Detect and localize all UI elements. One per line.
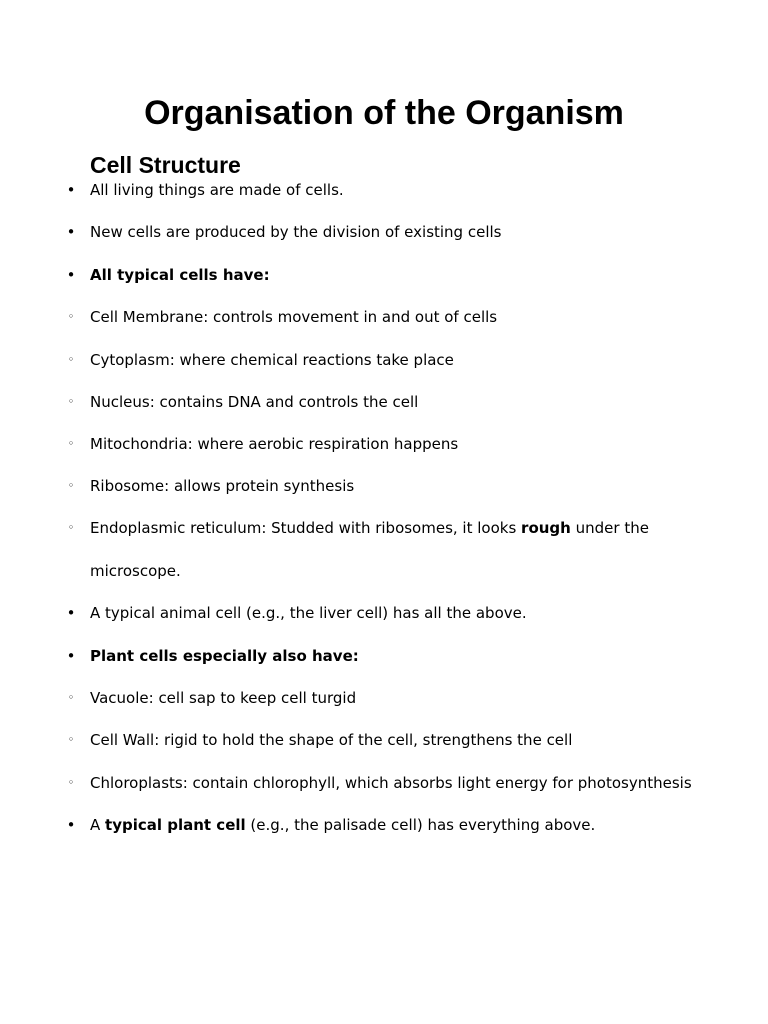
list-item-text-part: A [90,816,106,834]
bullet-disc-icon: • [66,647,76,665]
list-item [0,771,700,795]
list-item-text: Vacuole: cell sap to keep cell turgid [90,689,357,707]
bullet-circle-icon: ◦ [67,521,75,534]
emphasis-typical-plant-cell: typical plant cell [105,816,246,834]
list-item [0,813,700,837]
list-item [0,263,700,287]
bullet-circle-icon: ◦ [67,733,75,746]
list-item [0,516,700,540]
list-item-text: Mitochondria: where aerobic respiration happens [90,435,459,453]
list-item-text: Cell Wall: rigid to hold the shape of the cell, strengthens the cell [90,731,573,749]
document-title: Organisation of the Organism [144,94,624,132]
list-item-text: Cell Membrane: controls movement in and out of cells [90,308,498,326]
bullet-circle-icon: ◦ [67,776,75,789]
list-item [0,474,700,498]
emphasis-rough: rough [521,519,571,537]
bullet-disc-icon: • [66,181,76,199]
list-item-text: New cells are produced by the division of existing cells [90,223,502,241]
list-item [0,728,700,752]
list-item [0,348,700,372]
bullet-circle-icon: ◦ [67,395,75,408]
bullet-disc-icon: • [66,223,76,241]
list-item-text: Ribosome: allows protein synthesis [90,477,355,495]
list-item-text-part: Endoplasmic reticulum: Studded with ribosomes, it looks [90,519,522,537]
bullet-circle-icon: ◦ [67,479,75,492]
bullet-disc-icon: • [66,604,76,622]
list-item-text [90,813,595,837]
list-item-text: A typical animal cell (e.g., the liver cell) has all the above. [90,604,527,622]
list-item-text: All living things are made of cells. [90,181,344,199]
list-item [0,432,700,456]
list-item-text-part: under the [570,519,649,537]
list-item-text [90,516,649,540]
list-item [0,220,700,244]
list-item-text: Nucleus: contains DNA and controls the cell [90,393,419,411]
list-item [0,390,700,414]
list-item-text: Cytoplasm: where chemical reactions take place [90,351,454,369]
list-item [0,686,700,710]
list-item-text-part: (e.g., the palisade cell) has everything above. [245,816,596,834]
list-item-text: Plant cells especially also have: [90,647,359,665]
list-item-text: All typical cells have: [90,266,270,284]
bullet-disc-icon: • [66,266,76,284]
bullet-disc-icon: • [66,816,76,834]
section-heading: Cell Structure [90,152,241,178]
bullet-circle-icon: ◦ [67,353,75,366]
list-item [0,178,700,202]
list-item [0,305,700,329]
list-item-text: Chloroplasts: contain chlorophyll, which absorbs light energy for photosynthesis [90,774,692,792]
bullet-circle-icon: ◦ [67,691,75,704]
bullet-circle-icon: ◦ [67,310,75,323]
list-item-continuation-text: microscope. [90,562,181,580]
list-item [0,601,700,625]
bullet-circle-icon: ◦ [67,437,75,450]
list-item-continuation [0,559,700,583]
list-item [0,644,700,668]
